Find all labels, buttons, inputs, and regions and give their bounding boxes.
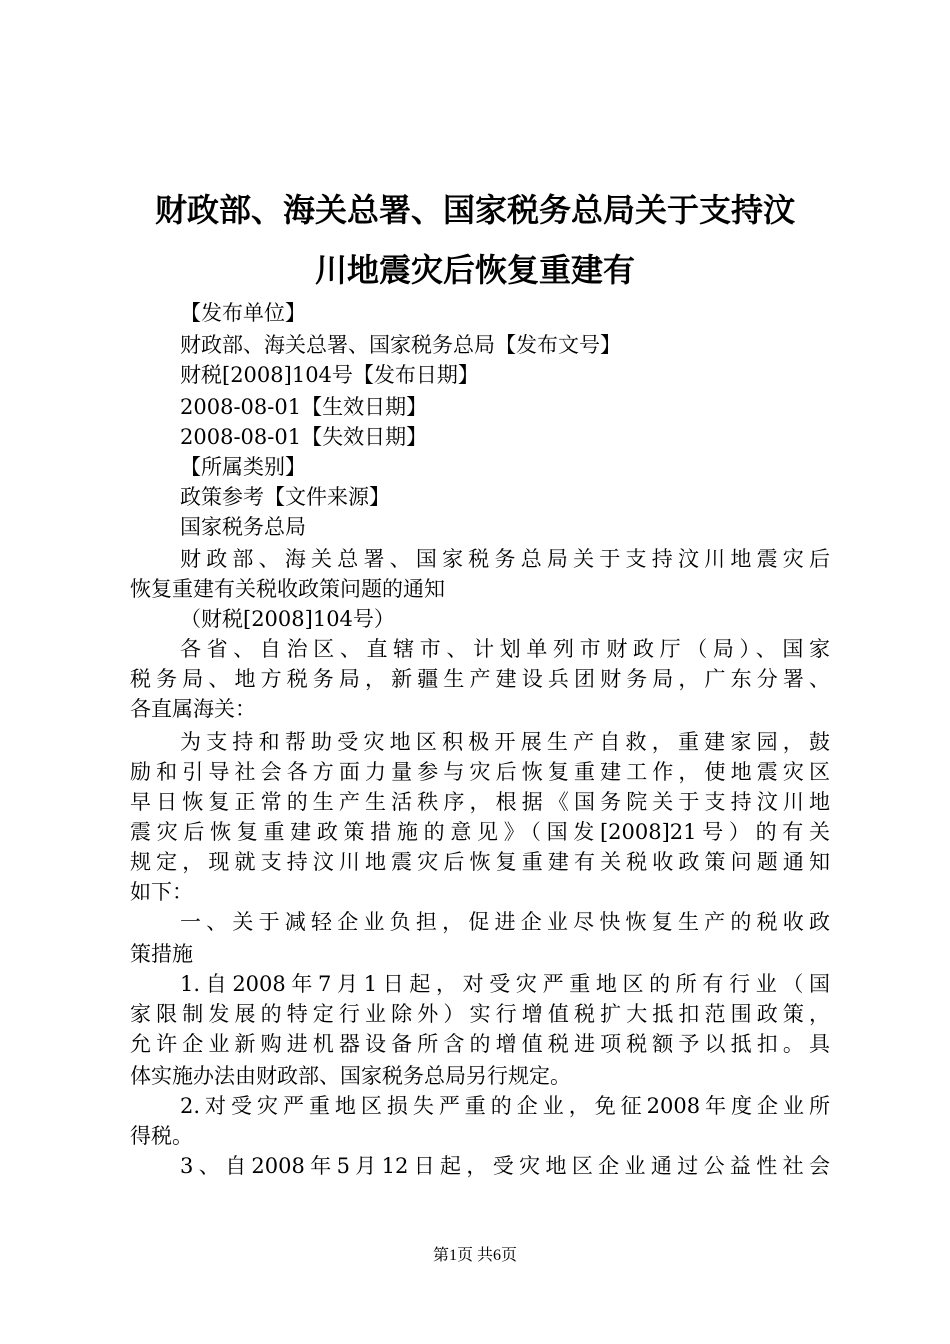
document-title-line-1: 财政部、海关总署、国家税务总局关于支持汶	[154, 191, 795, 229]
item-1-line-3: 允许企业新购进机器设备所含的增值税进项税额予以抵扣。具	[130, 1032, 830, 1056]
notice-doc-number: （财税[2008]104号）	[180, 607, 395, 631]
meta-category-value: 政策参考【文件来源】	[180, 485, 390, 509]
item-2-line-2: 得税。	[130, 1124, 193, 1148]
item-1-line-4: 体实施办法由财政部、国家税务总局另行规定。	[130, 1064, 571, 1088]
section-heading-line-1: 一、关于减轻企业负担，促进企业尽快恢复生产的税收政	[180, 910, 830, 934]
item-1-line-2: 家限制发展的特定行业除外）实行增值税扩大抵扣范围政策，	[130, 1002, 830, 1026]
meta-doc-number: 财税[2008]104号【发布日期】	[180, 363, 479, 387]
addressee-line-1: 各省、自治区、直辖市、计划单列市财政厅（局）、国家	[180, 637, 830, 661]
meta-effective-date: 2008-08-01【失效日期】	[180, 425, 428, 449]
section-heading-line-2: 策措施	[130, 942, 193, 966]
meta-publisher-value: 财政部、海关总署、国家税务总局【发布文号】	[180, 333, 621, 357]
intro-paragraph-line-4: 震灾后恢复重建政策措施的意见》（国发[2008]21号）的有关	[130, 820, 830, 844]
notice-title-line-1: 财政部、海关总署、国家税务总局关于支持汶川地震灾后	[180, 547, 830, 571]
meta-publish-date: 2008-08-01【生效日期】	[180, 395, 428, 419]
meta-publisher-label: 【发布单位】	[180, 301, 306, 325]
intro-paragraph-line-5: 规定，现就支持汶川地震灾后恢复重建有关税收政策问题通知	[130, 850, 830, 874]
addressee-line-3: 各直属海关：	[130, 697, 256, 721]
item-1-line-1: 1.自2008年7月1日起，对受灾严重地区的所有行业（国	[180, 972, 830, 996]
intro-paragraph-line-2: 励和引导社会各方面力量参与灾后恢复重建工作，使地震灾区	[130, 760, 830, 784]
intro-paragraph-line-1: 为支持和帮助受灾地区积极开展生产自救，重建家园，鼓	[180, 730, 830, 754]
intro-paragraph-line-3: 早日恢复正常的生产生活秩序，根据《国务院关于支持汶川地	[130, 790, 830, 814]
page-footer: 第1页 共6页	[432, 1247, 517, 1264]
item-2-line-1: 2.对受灾严重地区损失严重的企业，免征2008年度企业所	[180, 1094, 830, 1118]
notice-title-line-2: 恢复重建有关税收政策问题的通知	[130, 577, 445, 601]
addressee-line-2: 税务局、地方税务局，新疆生产建设兵团财务局，广东分署、	[130, 667, 830, 691]
item-3-line-1: 3、自2008年5月12日起，受灾地区企业通过公益性社会	[180, 1154, 830, 1178]
meta-source-value: 国家税务总局	[180, 515, 306, 539]
document-title-line-2: 川地震灾后恢复重建有	[314, 251, 635, 289]
intro-paragraph-line-6: 如下：	[130, 880, 193, 904]
meta-category-label: 【所属类别】	[180, 455, 306, 479]
